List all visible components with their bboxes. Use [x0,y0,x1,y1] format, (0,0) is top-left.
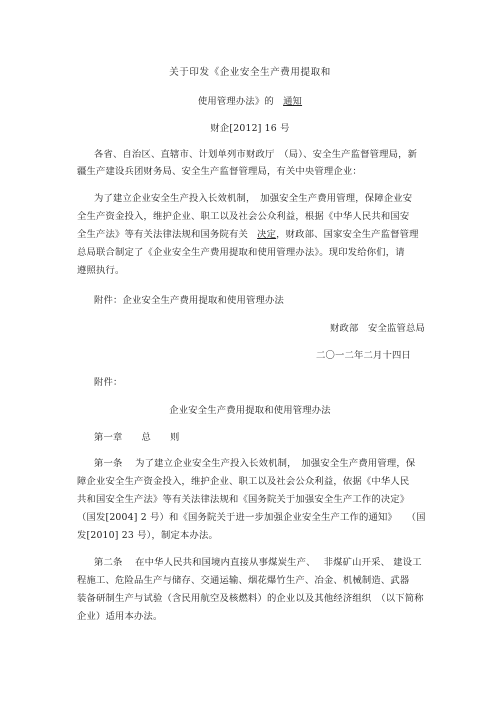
body-line-5: 遵照执行。 [77,265,125,276]
article2-line-4: 企业）适用本办法。 [77,611,163,622]
addressee-line-2: 疆生产建设兵团财务局、安全生产监督管理局，有关中央管理企业： [77,166,362,177]
doc-title-line2 [0,95,500,108]
article1-line-1: 第一条 为了建立企业安全生产投入长效机制， 加强安全生产费用管理，保 [94,458,416,469]
doc-title-line1: 关于印发《企业安全生产费用提取和 [169,67,331,78]
body-line-4: 总局联合制定了《企业安全生产费用提取和使用管理办法》。现印发给你们，请 [77,247,405,258]
sub-title: 企业安全生产费用提取和使用管理办法 [169,405,331,416]
body-line-1: 为了建立企业安全生产投入长效机制， 加强安全生产费用管理，保障企业安 [94,193,413,204]
article2-line-2: 程施工、危险品生产与储存、交通运输、烟花爆竹生产、冶金、机械制造、武器 [77,575,410,586]
addressee-line-1: 各省、自治区、直辖市、计划单列市财政厅 （局）、安全生产监督管理局，新 [94,149,418,160]
date: 二〇一二年二月十四日 [316,350,411,361]
article1-line-4: （国发[2004] 2 号）和《国务院关于进一步加强企业安全生产工作的通知》 （国 [77,512,426,523]
doc-title-line2-text: 使用管理办法》的 [197,96,274,107]
notice-link[interactable]: 通知 [283,96,303,107]
body-line-3 [77,228,419,241]
body-line-3-text: 全生产法》等有关法律法规和国务院有关 [77,229,248,240]
body-line-2: 全生产资金投入，维护企业、职工以及社会公众利益，根据《中华人民共和国安 [77,211,410,222]
article2-line-3: 装备研制生产与试验（含民用航空及核燃料）的企业以及其他经济组织 （以下简称 [77,593,424,604]
article1-line-3: 共和国安全生产法》等有关法律法规和《国务院关于加强安全生产工作的决定》 [77,494,410,505]
chapter-heading: 第一章 总 则 [94,432,180,443]
decision-link[interactable]: 决定 [257,229,277,240]
doc-number: 财企[2012] 16 号 [210,123,290,134]
article2-line-1: 第二条 在中华人民共和国境内直接从事煤炭生产、 非煤矿山开采、 建设工 [94,557,422,568]
attachment-label: 附件： [94,377,123,388]
article1-line-2: 障企业安全生产资金投入，维护企业、职工以及社会公众利益，依据《中华人民 [77,476,410,487]
article1-line-5: 发[2010] 23 号），制定本办法。 [77,530,218,541]
body-line-3-tail: ，财政部、国家安全生产监督管理 [276,229,419,240]
attachment-line: 附件：企业安全生产费用提取和使用管理办法 [94,295,284,306]
signature: 财政部 安全监管总局 [330,323,425,334]
